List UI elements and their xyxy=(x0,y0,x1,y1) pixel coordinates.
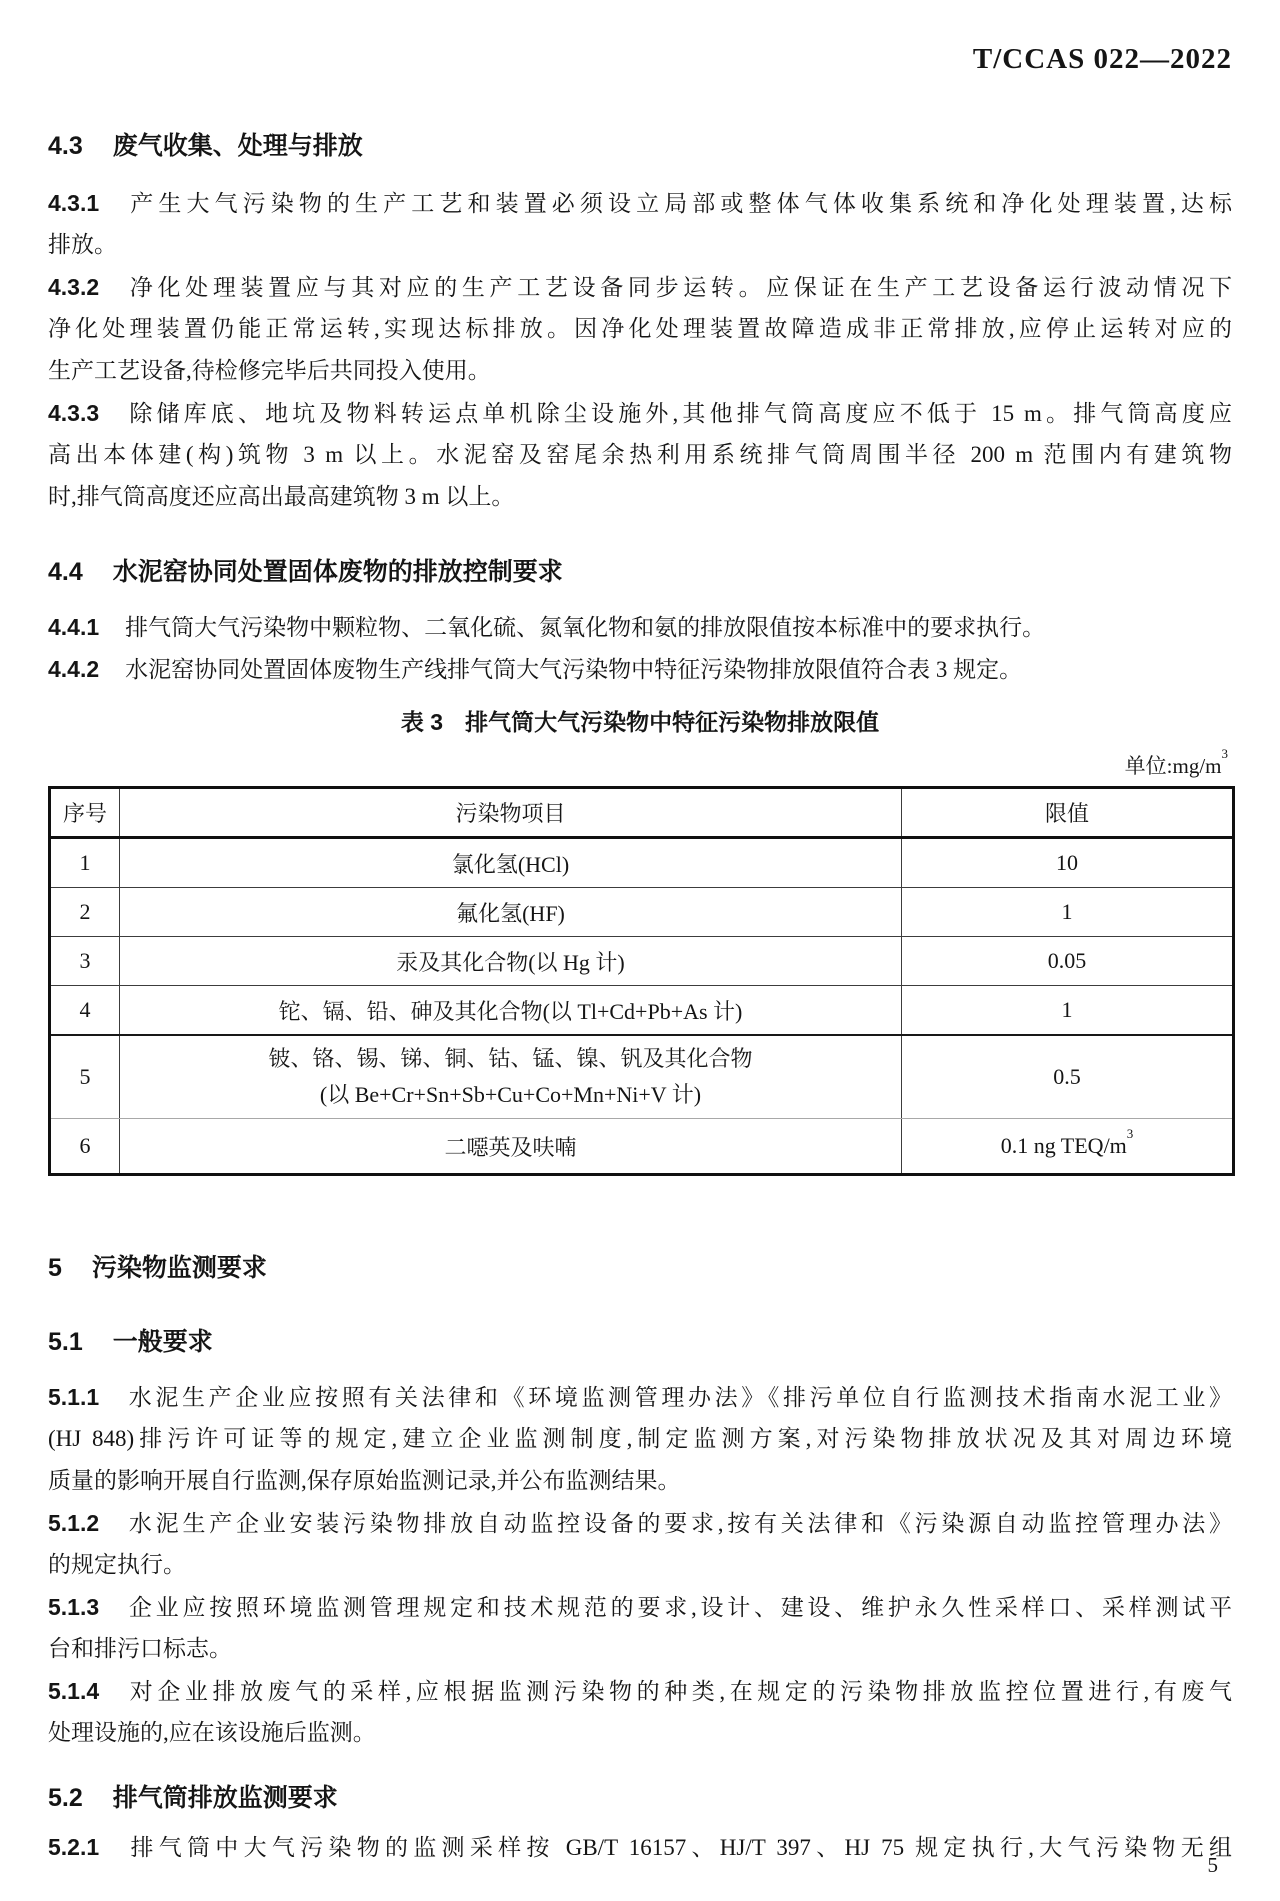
clause-number: 5.1.1 xyxy=(48,1384,100,1410)
table-row xyxy=(50,1119,1234,1175)
clause-line: 净化处理装置仍能正常运转,实现达标排放。因净化处理装置故障造成非正常排放,应停止运转对应的 xyxy=(48,316,1232,341)
clause-4-3-2 xyxy=(48,266,1232,392)
page-number: 5 xyxy=(1207,1853,1218,1877)
table-row xyxy=(50,986,1234,1036)
clause-line: 生产工艺设备,待检修完毕后共同投入使用。 xyxy=(48,358,491,383)
clause-4-4-1 xyxy=(48,606,1232,648)
table-row xyxy=(50,838,1234,888)
pollutant-cell xyxy=(120,1035,902,1119)
clause-number: 4.3.1 xyxy=(48,190,100,216)
clause-text: 净化处理装置应与其对应的生产工艺设备同步运转。应保证在生产工艺设备运行波动情况下 xyxy=(125,275,1232,300)
limit-cell: 1 xyxy=(902,888,1234,937)
clause-text: 排气筒中大气污染物的监测采样按 GB/T 16157、HJ/T 397、HJ 75 规定执行,大气污染物无组 xyxy=(125,1835,1232,1860)
clause-5-1-1 xyxy=(48,1376,1232,1502)
row-index-cell: 2 xyxy=(50,888,120,937)
clause-text: 企业应按照环境监测管理规定和技术规范的要求,设计、建设、维护永久性采样口、采样测试平 xyxy=(125,1595,1232,1620)
limit-cell: 0.05 xyxy=(902,937,1234,986)
clause-line: 高出本体建(构)筑物 3 m 以上。水泥窑及窑尾余热利用系统排气筒周围半径 200 m 范围内有建筑物 xyxy=(48,442,1232,467)
pollutant-cell: 铊、镉、铅、砷及其化合物(以 Tl+Cd+Pb+As 计) xyxy=(120,986,902,1036)
pollutant-line-2: (以 Be+Cr+Sn+Sb+Cu+Co+Mn+Ni+V 计) xyxy=(319,1082,702,1107)
unit-superscript: 3 xyxy=(1221,746,1228,761)
clause-text: 除储库底、地坑及物料转运点单机除尘设施外,其他排气筒高度应不低于 15 m。排气筒高度应 xyxy=(125,401,1232,426)
clause-line: 处理设施的,应在该设施后监测。 xyxy=(48,1720,376,1745)
clause-text: 产生大气污染物的生产工艺和装置必须设立局部或整体气体收集系统和净化处理装置,达标 xyxy=(125,191,1232,216)
limit-cell xyxy=(902,1119,1234,1175)
section-title: 水泥窑协同处置固体废物的排放控制要求 xyxy=(112,558,563,586)
pollutant-cell: 汞及其化合物(以 Hg 计) xyxy=(120,937,902,986)
clause-line: (HJ 848)排污许可证等的规定,建立企业监测制度,制定监测方案,对污染物排放状况及其对周边环境 xyxy=(48,1426,1232,1451)
table-3-emission-limits xyxy=(48,786,1235,1176)
section-number: 5.2 xyxy=(48,1784,83,1812)
clause-line: 质量的影响开展自行监测,保存原始监测记录,并公布监测结果。 xyxy=(48,1468,681,1493)
pollutant-line-1: 铍、铬、锡、锑、铜、钴、锰、镍、钒及其化合物 xyxy=(268,1046,753,1071)
unit-text: 单位:mg/m xyxy=(1124,754,1222,778)
clause-text: 对企业排放废气的采样,应根据监测污染物的种类,在规定的污染物排放监控位置进行,有废气 xyxy=(125,1679,1232,1704)
row-index-cell: 4 xyxy=(50,986,120,1036)
clause-5-1-2 xyxy=(48,1502,1232,1586)
clause-line xyxy=(48,266,1232,308)
limit-cell: 10 xyxy=(902,838,1234,888)
clause-line xyxy=(48,1586,1232,1628)
clause-number: 5.1.3 xyxy=(48,1594,100,1620)
clause-line xyxy=(48,1502,1232,1544)
clause-4-3-1 xyxy=(48,182,1232,266)
section-heading-5-1 xyxy=(48,1326,1232,1358)
row-index-cell: 6 xyxy=(50,1119,120,1175)
section-number: 5 xyxy=(48,1254,62,1282)
section-number: 4.4 xyxy=(48,558,83,586)
clause-4-3-3 xyxy=(48,392,1232,518)
section-number: 5.1 xyxy=(48,1328,83,1356)
pollutant-cell: 氯化氢(HCl) xyxy=(120,838,902,888)
section-title: 排气筒排放监测要求 xyxy=(112,1784,338,1812)
column-header-index: 序号 xyxy=(50,788,120,838)
table-row xyxy=(50,1035,1234,1119)
section-heading-4-4 xyxy=(48,556,1232,588)
section-number: 4.3 xyxy=(48,132,83,160)
pollutant-cell: 氟化氢(HF) xyxy=(120,888,902,937)
clause-number: 5.1.2 xyxy=(48,1510,100,1536)
clause-text: 水泥生产企业应按照有关法律和《环境监测管理办法》《排污单位自行监测技术指南水泥工业》 xyxy=(125,1385,1232,1410)
unit-label xyxy=(48,746,1232,780)
row-index-cell: 5 xyxy=(50,1035,120,1119)
clause-text: 水泥窑协同处置固体废物生产线排气筒大气污染物中特征污染物排放限值符合表 3 规定。 xyxy=(125,657,1023,682)
clause-number: 4.3.2 xyxy=(48,274,100,300)
table-caption xyxy=(48,706,1232,738)
clause-line: 时,排气筒高度还应高出最高建筑物 3 m 以上。 xyxy=(48,484,515,509)
section-heading-5 xyxy=(48,1252,1232,1284)
section-heading-4-3 xyxy=(48,130,1232,162)
clause-4-4-2 xyxy=(48,648,1232,690)
section-title: 废气收集、处理与排放 xyxy=(112,132,363,160)
section-title: 一般要求 xyxy=(112,1328,213,1356)
clause-number: 5.1.4 xyxy=(48,1678,100,1704)
column-header-limit: 限值 xyxy=(902,788,1234,838)
limit-superscript: 3 xyxy=(1126,1125,1134,1141)
clause-line: 的规定执行。 xyxy=(48,1552,186,1577)
clause-5-1-4 xyxy=(48,1670,1232,1754)
table-row xyxy=(50,937,1234,986)
clause-line xyxy=(48,1376,1232,1418)
clause-line xyxy=(48,1826,1232,1868)
table-caption-label: 表 3 xyxy=(400,709,444,735)
limit-cell: 1 xyxy=(902,986,1234,1036)
clause-number: 5.2.1 xyxy=(48,1834,100,1860)
pollutant-cell: 二噁英及呋喃 xyxy=(120,1119,902,1175)
table-caption-title: 排气筒大气污染物中特征污染物排放限值 xyxy=(465,709,880,735)
section-title: 污染物监测要求 xyxy=(91,1254,267,1282)
clause-line: 台和排污口标志。 xyxy=(48,1636,232,1661)
clause-text: 水泥生产企业安装污染物排放自动监控设备的要求,按有关法律和《污染源自动监控管理办法》 xyxy=(125,1511,1232,1536)
row-index-cell: 1 xyxy=(50,838,120,888)
column-header-pollutant: 污染物项目 xyxy=(120,788,902,838)
clause-line xyxy=(48,182,1232,224)
table-header-row xyxy=(50,788,1234,838)
clause-line xyxy=(48,606,1232,648)
clause-line xyxy=(48,392,1232,434)
clause-number: 4.3.3 xyxy=(48,400,100,426)
section-heading-5-2 xyxy=(48,1782,1232,1814)
clause-number: 4.4.2 xyxy=(48,656,100,682)
limit-value: 0.1 ng TEQ/m xyxy=(1000,1133,1127,1158)
clause-line xyxy=(48,1670,1232,1712)
clause-number: 4.4.1 xyxy=(48,614,100,640)
table-row xyxy=(50,888,1234,937)
limit-cell: 0.5 xyxy=(902,1035,1234,1119)
clause-text: 排气筒大气污染物中颗粒物、二氧化硫、氮氧化物和氨的排放限值按本标准中的要求执行。 xyxy=(125,615,1046,640)
doc-code: T/CCAS 022—2022 xyxy=(972,43,1232,75)
clause-line xyxy=(48,648,1232,690)
clause-line: 排放。 xyxy=(48,232,117,257)
clause-5-1-3 xyxy=(48,1586,1232,1670)
clause-5-2-1 xyxy=(48,1826,1232,1868)
row-index-cell: 3 xyxy=(50,937,120,986)
